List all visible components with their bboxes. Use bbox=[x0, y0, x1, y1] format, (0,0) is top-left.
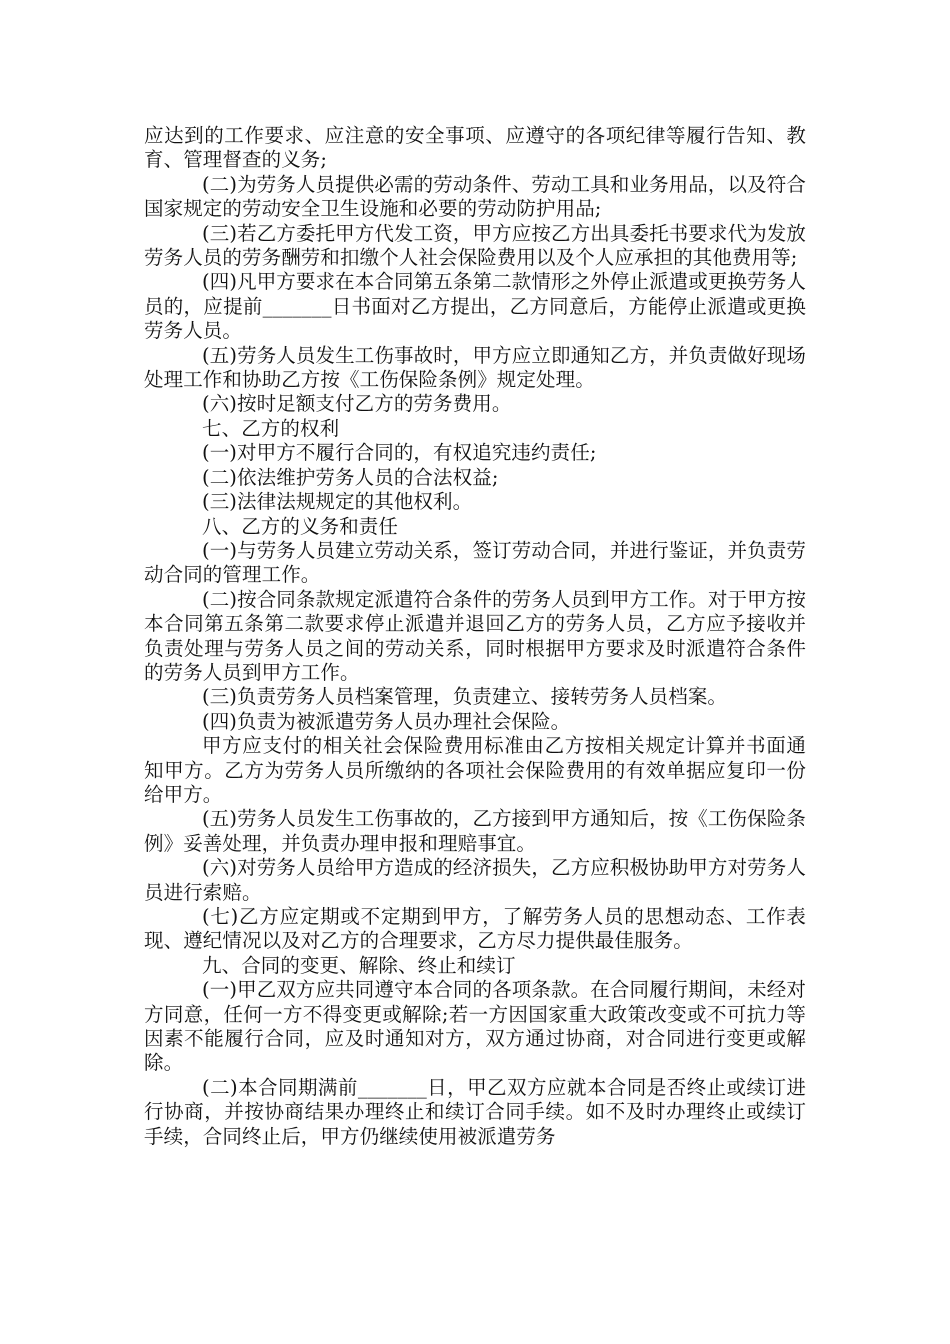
paragraph: (二)本合同期满前_______日，甲乙双方应就本合同是否终止或续订进行协商，并按协商结果办理终止和续订合同手续。如不及时办理终止或续订手续，合同终止后，甲方仍继续使用被派遣劳务 bbox=[144, 1075, 806, 1148]
paragraph: (六)对劳务人员给甲方造成的经济损失，乙方应积极协助甲方对劳务人员进行索赔。 bbox=[144, 856, 806, 904]
paragraph: (五)劳务人员发生工伤事故时，甲方应立即通知乙方，并负责做好现场处理工作和协助乙方按《工伤保险条例》规定处理。 bbox=[144, 343, 806, 392]
section-heading: 七、乙方的权利 bbox=[202, 416, 340, 440]
paragraph: (六)按时足额支付乙方的劳务费用。 bbox=[202, 392, 512, 416]
paragraph: (五)劳务人员发生工伤事故的，乙方接到甲方通知后，按《工伤保险条例》妥善处理，并负责办理申报和理赔事宜。 bbox=[144, 807, 806, 855]
section-heading: 九、合同的变更、解除、终止和续订 bbox=[202, 953, 516, 977]
paragraph: (一)甲乙双方应共同遵守本合同的各项条款。在合同履行期间，未经对方同意，任何一方不得变更或解除;若一方因国家重大政策改变或不可抗力等因素不能履行合同，应及时通知对方，双方通过协商，对合同进行变更或解除。 bbox=[144, 978, 806, 1075]
section-heading: 八、乙方的义务和责任 bbox=[202, 514, 399, 538]
paragraph: 应达到的工作要求、应注意的安全事项、应遵守的各项纪律等履行告知、教育、管理督查的义务; bbox=[144, 124, 806, 172]
paragraph: 甲方应支付的相关社会保险费用标准由乙方按相关规定计算并书面通知甲方。乙方为劳务人员所缴纳的各项社会保险费用的有效单据应复印一份给甲方。 bbox=[144, 734, 806, 806]
paragraph: (七)乙方应定期或不定期到甲方，了解劳务人员的思想动态、工作表现、遵纪情况以及对乙方的合理要求，乙方尽力提供最佳服务。 bbox=[144, 905, 806, 953]
paragraph: (四)凡甲方要求在本合同第五条第二款情形之外停止派遣或更换劳务人员的，应提前_______日书面对乙方提出，乙方同意后，方能停止派遣或更换劳务人员。 bbox=[144, 270, 806, 343]
paragraph: (一)对甲方不履行合同的，有权追究违约责任; bbox=[202, 441, 597, 465]
paragraph: (一)与劳务人员建立劳动关系，签订劳动合同，并进行鉴证，并负责劳动合同的管理工作。 bbox=[144, 538, 806, 587]
paragraph: (四)负责为被派遣劳务人员办理社会保险。 bbox=[202, 709, 571, 733]
paragraph: (二)按合同条款规定派遣符合条件的劳务人员到甲方工作。对于甲方按本合同第五条第二款要求停止派遣并退回乙方的劳务人员，乙方应予接收并负责处理与劳务人员之间的劳动关系，同时根据甲方要求及时派遣符合条件的劳务人员到甲方工作。 bbox=[144, 587, 806, 684]
paragraph: (二)依法维护劳务人员的合法权益; bbox=[202, 465, 499, 489]
paragraph: (三)若乙方委托甲方代发工资，甲方应按乙方出具委托书要求代为发放劳务人员的劳务酬劳和扣缴个人社会保险费用以及个人应承担的其他费用等; bbox=[144, 221, 806, 270]
paragraph: (三)法律法规规定的其他权利。 bbox=[202, 490, 473, 514]
document-body bbox=[144, 124, 806, 1149]
paragraph: (三)负责劳务人员档案管理，负责建立、接转劳务人员档案。 bbox=[202, 685, 728, 709]
paragraph: (二)为劳务人员提供必需的劳动条件、劳动工具和业务用品，以及符合国家规定的劳动安全卫生设施和必要的劳动防护用品; bbox=[144, 172, 806, 221]
